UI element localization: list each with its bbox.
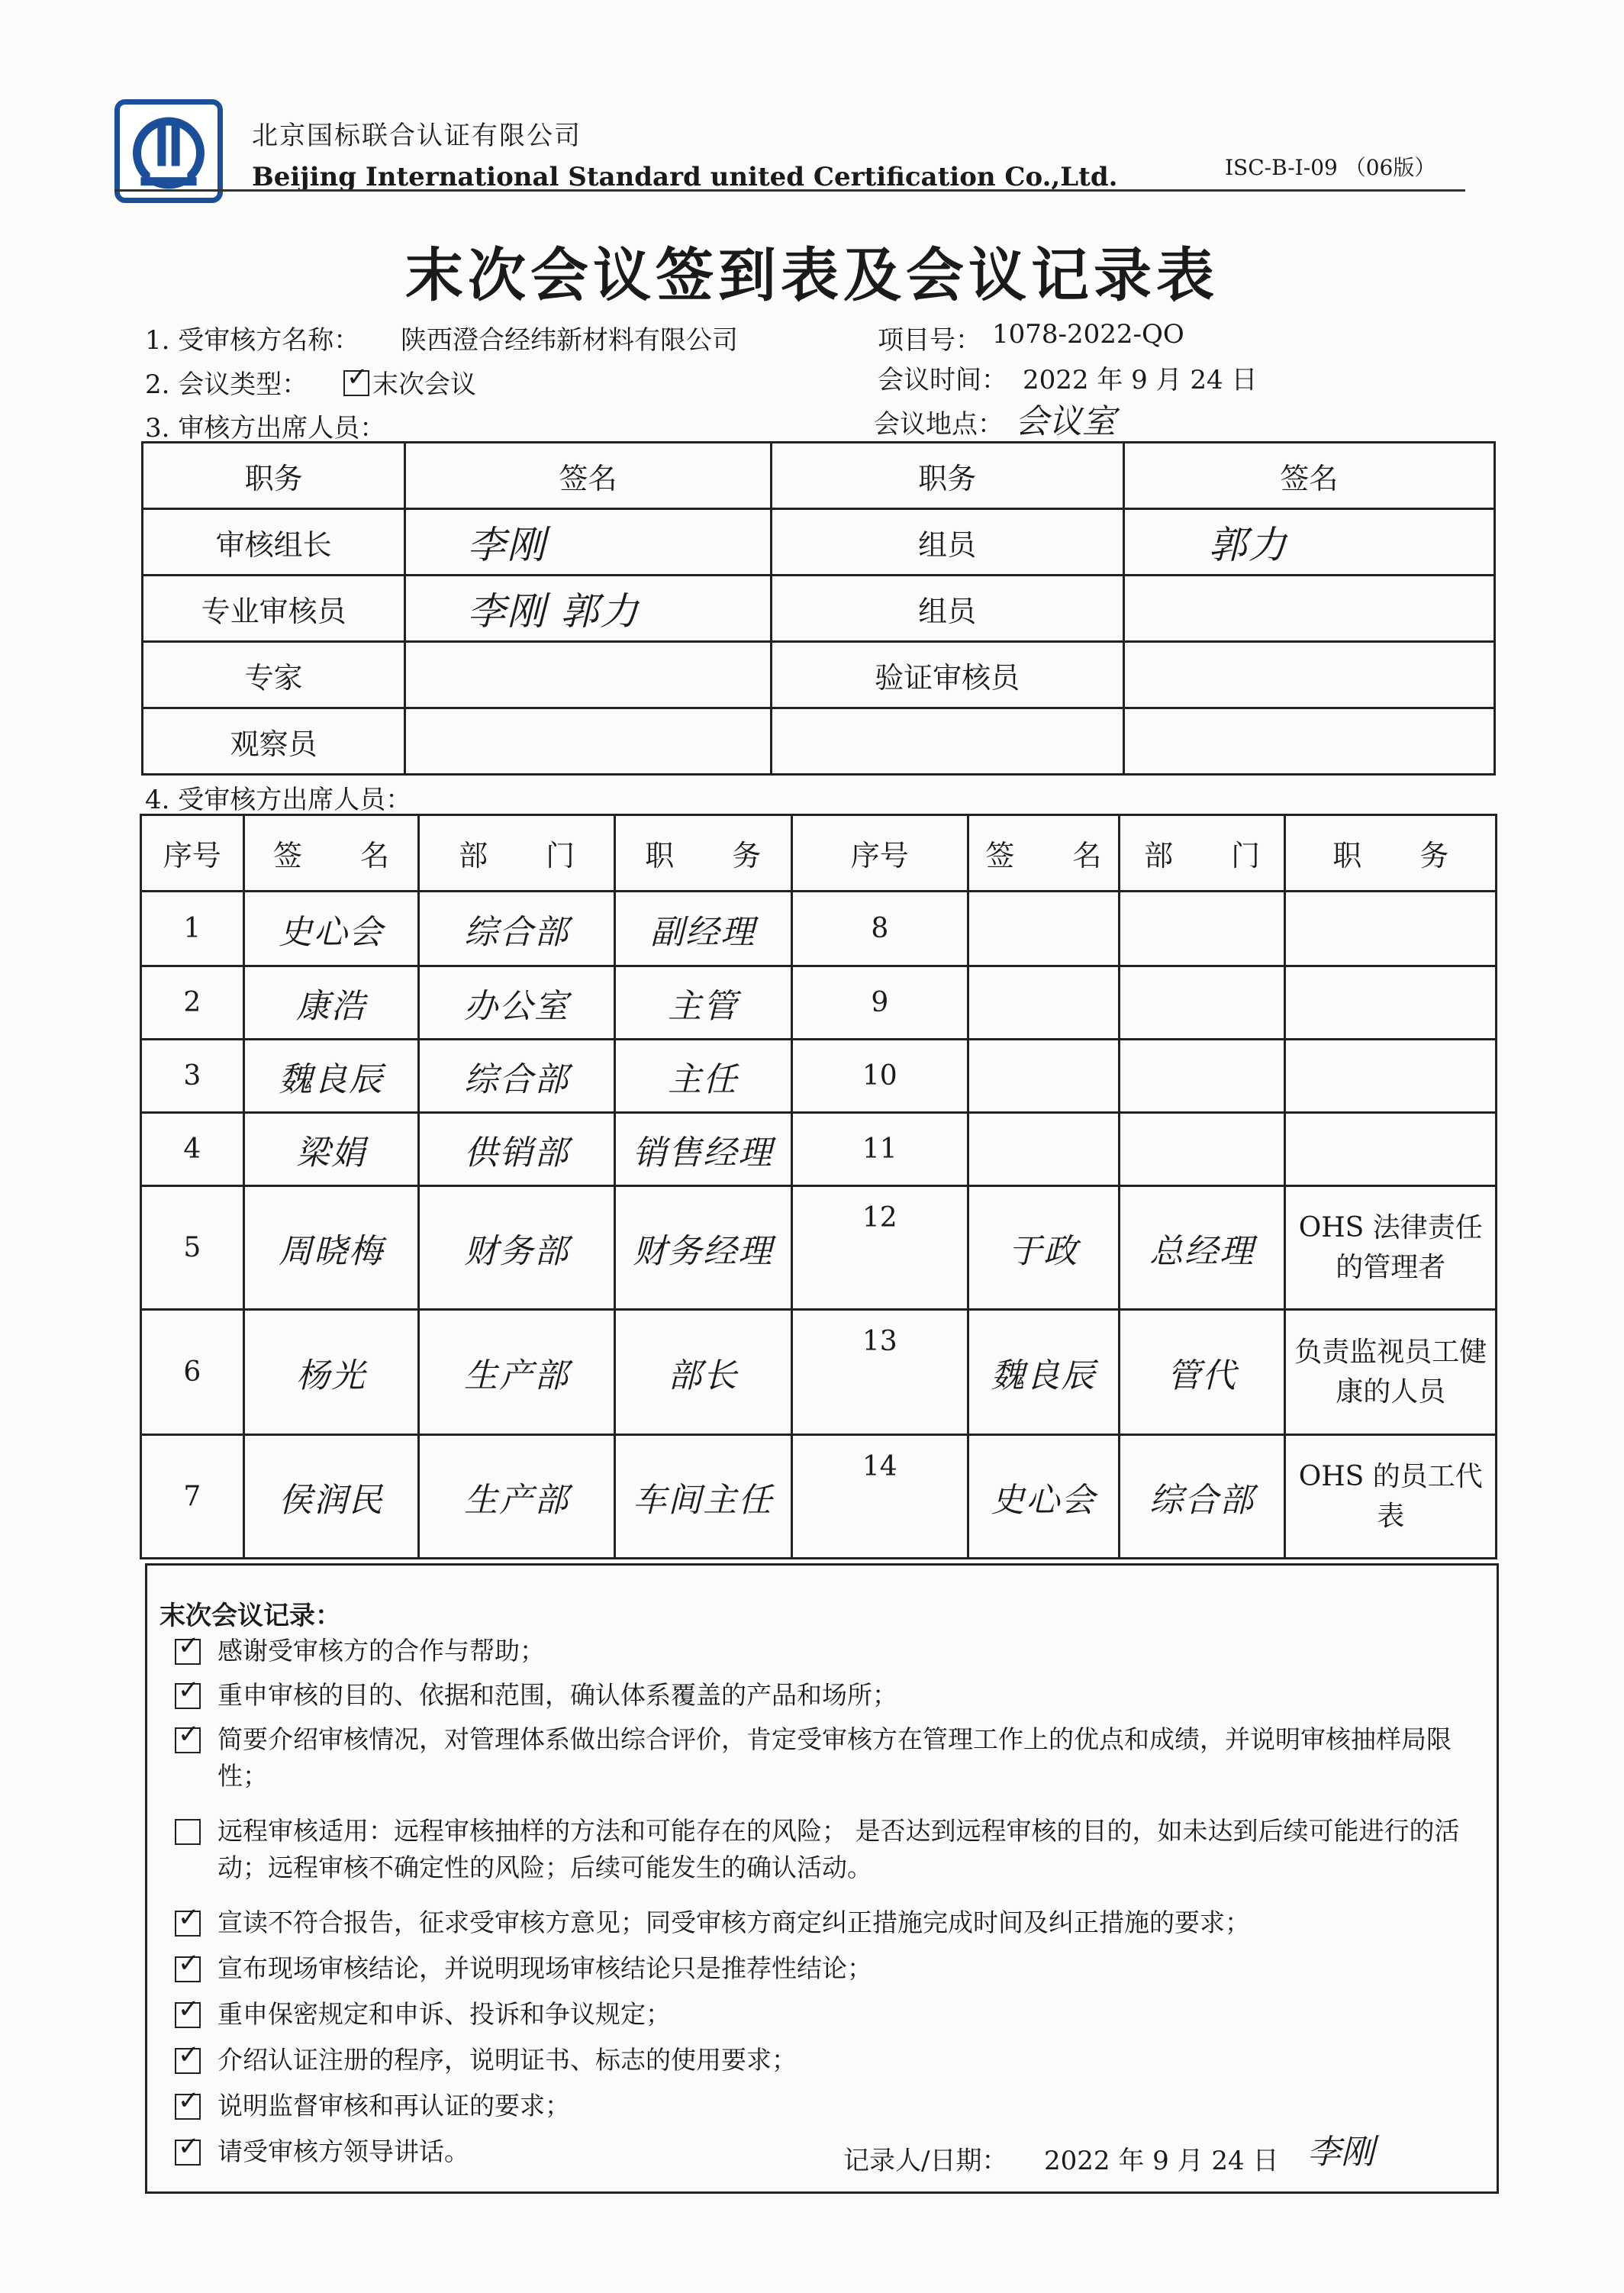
seq-cell: 6 bbox=[141, 1310, 244, 1435]
record-item bbox=[175, 1950, 1472, 1987]
record-item-checkbox[interactable] bbox=[175, 2048, 201, 2074]
record-title: 末次会议记录： bbox=[160, 1601, 341, 1631]
role-cell: 组员 bbox=[771, 576, 1123, 642]
recorder-date-label: 记录人/日期： bbox=[843, 2146, 1008, 2176]
department-cell bbox=[1119, 1113, 1285, 1186]
project-no-value: 1078-2022-QO bbox=[992, 319, 1184, 350]
signature-cell: 史心会 bbox=[968, 1435, 1120, 1559]
department-cell: 综合部 bbox=[419, 892, 615, 966]
seq-cell: 12 bbox=[791, 1186, 968, 1310]
record-item-checkbox[interactable] bbox=[175, 1683, 201, 1709]
table-row bbox=[141, 1040, 1497, 1113]
meeting-type-label: 2. 会议类型： bbox=[145, 369, 308, 400]
signature-cell: 李刚 bbox=[405, 509, 771, 576]
position-cell: 主任 bbox=[614, 1040, 791, 1113]
record-item-checkbox[interactable] bbox=[175, 2002, 201, 2028]
position-cell: 负责监视员工健康的人员 bbox=[1285, 1310, 1497, 1435]
signature-cell bbox=[1123, 576, 1494, 642]
signature-cell: 李刚 郭力 bbox=[405, 576, 771, 642]
auditee-name-value: 陕西澄合经纬新材料有限公司 bbox=[401, 325, 738, 356]
seq-cell: 13 bbox=[791, 1310, 968, 1435]
meeting-type-checkbox[interactable] bbox=[343, 370, 369, 396]
header-signature: 签 名 bbox=[243, 815, 419, 892]
header-role: 职务 bbox=[143, 443, 405, 509]
signature-cell: 史心会 bbox=[243, 892, 419, 966]
page-title: 末次会议签到表及会议记录表 bbox=[405, 241, 1219, 309]
signature-cell: 于政 bbox=[968, 1186, 1120, 1310]
record-item-text: 说明监督审核和再认证的要求； bbox=[218, 2091, 570, 2120]
signature-cell bbox=[405, 642, 771, 708]
table-row bbox=[141, 1186, 1497, 1310]
position-cell: 车间主任 bbox=[614, 1435, 791, 1559]
position-cell: OHS 法律责任的管理者 bbox=[1285, 1186, 1497, 1310]
record-item bbox=[175, 1813, 1472, 1886]
record-item bbox=[175, 1904, 1472, 1941]
header-seq: 序号 bbox=[141, 815, 244, 892]
role-cell: 专业审核员 bbox=[143, 576, 405, 642]
position-cell: 财务经理 bbox=[614, 1186, 791, 1310]
department-cell: 综合部 bbox=[419, 1040, 615, 1113]
record-item bbox=[175, 1996, 1472, 2033]
auditee-attendees-label: 4. 受审核方出席人员： bbox=[145, 785, 412, 815]
signature-cell bbox=[968, 966, 1120, 1040]
position-cell bbox=[1285, 1040, 1497, 1113]
signature-cell: 侯润民 bbox=[243, 1435, 419, 1559]
record-item-checkbox[interactable] bbox=[175, 1639, 201, 1665]
position-cell: 部长 bbox=[614, 1310, 791, 1435]
record-item-text: 宣读不符合报告，征求受审核方意见；同受审核方商定纠正措施完成时间及纠正措施的要求； bbox=[218, 1908, 1250, 1937]
company-name-en: Beijing International Standard united Certification Co.,Ltd. bbox=[252, 162, 1118, 192]
meeting-type-option bbox=[343, 363, 476, 401]
position-cell: OHS 的员工代表 bbox=[1285, 1435, 1497, 1559]
record-item-text: 简要介绍审核情况，对管理体系做出综合评价，肯定受审核方在管理工作上的优点和成绩，并说明审核抽样局限性； bbox=[218, 1724, 1452, 1791]
signature-cell bbox=[968, 892, 1120, 966]
seq-cell: 11 bbox=[791, 1113, 968, 1186]
record-item-checkbox[interactable] bbox=[175, 1819, 201, 1845]
recorder-date-value: 2022 年 9 月 24 日 bbox=[1044, 2146, 1279, 2176]
department-cell: 综合部 bbox=[1119, 1435, 1285, 1559]
meeting-record-box bbox=[145, 1563, 1499, 2194]
department-cell bbox=[1119, 892, 1285, 966]
recorder-signature: 李刚 bbox=[1307, 2133, 1374, 2172]
role-cell: 审核组长 bbox=[143, 509, 405, 576]
signature-cell bbox=[405, 708, 771, 775]
record-item bbox=[175, 1633, 1472, 1669]
project-no-label: 项目号： bbox=[878, 325, 981, 356]
position-cell: 销售经理 bbox=[614, 1113, 791, 1186]
company-name-cn: 北京国标联合认证有限公司 bbox=[252, 121, 582, 151]
header-position: 职 务 bbox=[1285, 815, 1497, 892]
role-cell: 观察员 bbox=[143, 708, 405, 775]
header-department: 部 门 bbox=[419, 815, 615, 892]
header-role: 职务 bbox=[771, 443, 1123, 509]
record-item-checkbox[interactable] bbox=[175, 1911, 201, 1937]
record-item-text: 请受审核方领导讲话。 bbox=[218, 2137, 469, 2166]
record-item-text: 重申保密规定和申诉、投诉和争议规定； bbox=[218, 1999, 671, 2029]
record-item-text: 远程审核适用：远程审核抽样的方法和可能存在的风险； 是否达到远程审核的目的，如未达到后续可能进行的活动；远程审核不确定性的风险；后续可能发生的确认活动。 bbox=[218, 1816, 1460, 1882]
signature-cell: 杨光 bbox=[243, 1310, 419, 1435]
record-item-text: 介绍认证注册的程序，说明证书、标志的使用要求； bbox=[218, 2045, 797, 2075]
signature-cell bbox=[1123, 708, 1494, 775]
table-row bbox=[141, 1113, 1497, 1186]
department-cell: 供销部 bbox=[419, 1113, 615, 1186]
department-cell: 生产部 bbox=[419, 1435, 615, 1559]
role-cell: 验证审核员 bbox=[771, 642, 1123, 708]
header-department: 部 门 bbox=[1119, 815, 1285, 892]
table-row bbox=[141, 966, 1497, 1040]
table-row bbox=[141, 1310, 1497, 1435]
department-cell: 财务部 bbox=[419, 1186, 615, 1310]
position-cell: 主管 bbox=[614, 966, 791, 1040]
table-row bbox=[141, 892, 1497, 966]
signature-cell: 魏良辰 bbox=[243, 1040, 419, 1113]
signature-cell bbox=[968, 1113, 1120, 1186]
header-position: 职 务 bbox=[614, 815, 791, 892]
seq-cell: 8 bbox=[791, 892, 968, 966]
meeting-place-label: 会议地点： bbox=[874, 409, 1004, 440]
record-item bbox=[175, 2088, 1472, 2124]
record-item bbox=[175, 1721, 1472, 1795]
auditee-table bbox=[140, 814, 1497, 1559]
seq-cell: 14 bbox=[791, 1435, 968, 1559]
department-cell: 总经理 bbox=[1119, 1186, 1285, 1310]
record-item bbox=[175, 1677, 1472, 1714]
meeting-time-value: 2022 年 9 月 24 日 bbox=[1023, 365, 1258, 395]
signature-cell: 康浩 bbox=[243, 966, 419, 1040]
seq-cell: 7 bbox=[141, 1435, 244, 1559]
signature-cell: 梁娟 bbox=[243, 1113, 419, 1186]
auditee-name-label: 1. 受审核方名称： bbox=[145, 325, 360, 356]
seq-cell: 5 bbox=[141, 1186, 244, 1310]
position-cell: 副经理 bbox=[614, 892, 791, 966]
company-logo bbox=[114, 99, 223, 203]
logo-mark-icon bbox=[120, 105, 218, 198]
signature-cell: 郭力 bbox=[1123, 509, 1494, 576]
position-cell bbox=[1285, 1113, 1497, 1186]
signature-cell: 魏良辰 bbox=[968, 1310, 1120, 1435]
record-item-checkbox[interactable] bbox=[175, 2094, 201, 2120]
auditor-table bbox=[141, 441, 1496, 776]
department-cell: 管代 bbox=[1119, 1310, 1285, 1435]
header-signature: 签名 bbox=[405, 443, 771, 509]
role-cell: 专家 bbox=[143, 642, 405, 708]
signature-cell bbox=[1123, 642, 1494, 708]
role-cell bbox=[771, 708, 1123, 775]
seq-cell: 1 bbox=[141, 892, 244, 966]
header-signature: 签名 bbox=[1123, 443, 1494, 509]
meeting-time-label: 会议时间： bbox=[878, 365, 1007, 395]
header-signature: 签 名 bbox=[968, 815, 1120, 892]
seq-cell: 2 bbox=[141, 966, 244, 1040]
position-cell bbox=[1285, 966, 1497, 1040]
record-item-text: 宣布现场审核结论，并说明现场审核结论只是推荐性结论； bbox=[218, 1953, 872, 1983]
meeting-place-value: 会议室 bbox=[1015, 402, 1116, 441]
form-number: ISC-B-I-09 （06版） bbox=[1225, 155, 1436, 180]
record-item-checkbox[interactable] bbox=[175, 1727, 201, 1753]
signature-cell: 周晓梅 bbox=[243, 1186, 419, 1310]
seq-cell: 10 bbox=[791, 1040, 968, 1113]
role-cell: 组员 bbox=[771, 509, 1123, 576]
position-cell bbox=[1285, 892, 1497, 966]
table-row bbox=[141, 1435, 1497, 1559]
department-cell bbox=[1119, 966, 1285, 1040]
record-item-text: 感谢受审核方的合作与帮助； bbox=[218, 1636, 545, 1666]
header-seq: 序号 bbox=[791, 815, 968, 892]
department-cell bbox=[1119, 1040, 1285, 1113]
header-divider bbox=[114, 189, 1465, 192]
seq-cell: 4 bbox=[141, 1113, 244, 1186]
meeting-type-value: 末次会议 bbox=[372, 369, 476, 400]
record-item-text: 重申审核的目的、依据和范围，确认体系覆盖的产品和场所； bbox=[218, 1680, 897, 1710]
record-item bbox=[175, 2042, 1472, 2079]
department-cell: 办公室 bbox=[419, 966, 615, 1040]
record-item-checkbox[interactable] bbox=[175, 2140, 201, 2166]
record-item-checkbox[interactable] bbox=[175, 1956, 201, 1982]
seq-cell: 9 bbox=[791, 966, 968, 1040]
department-cell: 生产部 bbox=[419, 1310, 615, 1435]
signature-cell bbox=[968, 1040, 1120, 1113]
auditor-attendees-label: 3. 审核方出席人员： bbox=[145, 413, 386, 443]
seq-cell: 3 bbox=[141, 1040, 244, 1113]
